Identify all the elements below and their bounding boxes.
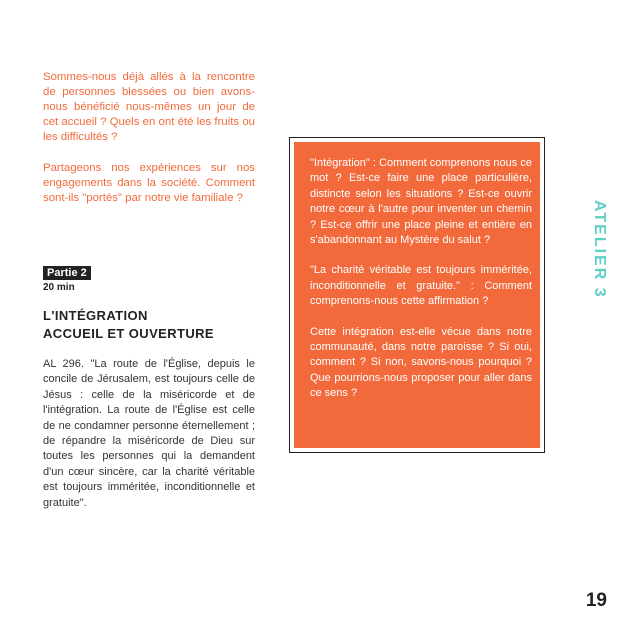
section-body: AL 296. "La route de l'Église, depuis le concile de Jérusalem, est toujours celle de Jésus : celle de la miséricorde et de l'intégration. La route de l'Église est celle de ne condamner personne éternellement ; de répandre la miséricorde de Dieu sur toutes les personnes qui la demandent d'un cœur sincère, car la charité véritable est toujours imméritée, inconditionnelle et gratuite". [43,358,255,509]
partie-header [43,263,91,293]
partie-badge: Partie 2 [43,266,91,280]
intro-paragraph-2: Partageons nos expériences sur nos engagements dans la société. Comment sont-ils "portés" par notre vie familiale ? [43,162,255,204]
questions-box [289,137,545,453]
box-paragraph-1: "Intégration" : Comment comprenons nous ce mot ? Est-ce faire une place particulière, distincte selon les situations ? Est-ce ouvrir notre cœur à l'autre pour inventer un chemin ? Est-ce offrir une place pleine et entière en s'abandonnant au Mystère du salut ? [310,157,532,247]
box-paragraph-2: "La charité véritable est toujours imméritée, inconditionnelle et gratuite." : Comment comprenons-nous cette affirmation ? [310,264,532,308]
section-title-line-2: ACCUEIL ET OUVERTURE [43,326,214,341]
atelier-side-label: ATELIER 3 [591,200,608,299]
box-paragraph-3: Cette intégration est-elle vécue dans notre communauté, dans notre paroisse ? Si oui, comment ? Si non, savons-nous pourquoi ? Que pourrions-nous proposer pour aller dans ce sens ? [310,325,532,400]
section-title-line-1: L'INTÉGRATION [43,308,148,323]
questions-box-fill [294,142,540,448]
partie-duration: 20 min [43,282,75,293]
page-number: 19 [585,590,607,611]
intro-questions [43,70,255,206]
section-title [43,307,263,343]
intro-paragraph-1: Sommes-nous déjà allés à la rencontre de personnes blessées ou bien avons-nous bénéficié nous-mêmes un jour de cet accueil ? Quels en ont été les fruits ou les difficultés ? [43,71,255,143]
